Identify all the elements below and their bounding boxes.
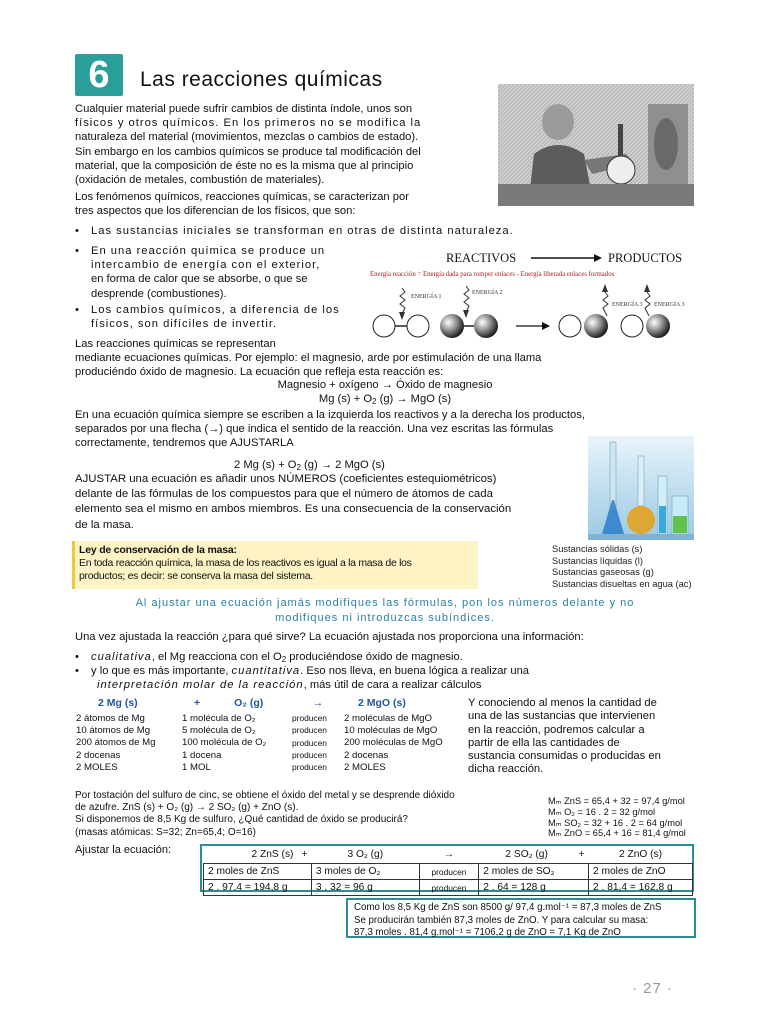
- bullet-energy: • En una reacción química se produce un intercambio de energía con el exterior, en forma de calor que se absorbe, o que se desprende (combustiones).: [75, 244, 365, 301]
- calculation-box: Como los 8,5 Kg de ZnS son 8500 g/ 97,4 g.mol⁻¹ = 87,3 moles de ZnS Se producirán también 87,3 moles de ZnO. Y para calcular su masa: 87,3 moles . 81,4 g.mol⁻¹ = 7106,2 g de ZnO = 7,1 Kg de ZnO: [346, 898, 696, 938]
- table-row: 2 MOLES 1 MOL producen 2 MOLES: [76, 761, 386, 773]
- molar-interpretation-table: 2 Mg (s) + O₂ (g) → 2 MgO (s) 2 átomos de Mg 1 molécula de O₂ producen 2 moléculas de MgO 10 átomos de Mg 5 molécula de O₂ producen 10 moléculas de MgO 200 átomos de Mg 100 molécula de O₂ producen 200 moléculas de MgO 2 docenas 1 docena producen 2 docenas 2 MOLES 1 MOL producen 2 MOLES: [76, 697, 464, 773]
- adjust-definition: AJUSTAR una ecuación es añadir unos NÚMEROS (coeficientes estequiométricos) delante de las fórmulas de los compuestos para que el número de átomos de cada elemento sea el mismo en ambos miembros. Es una consecuencia de la conservación de la masa.: [75, 473, 512, 531]
- molar-head-mg: 2 Mg (s): [98, 697, 138, 709]
- balanced-equation: 2 Mg $(s) + O_2$ (g) → 2 MgO (s): [234, 459, 385, 472]
- table-row: 10 átomos de Mg 5 molécula de O₂ producen 10 moléculas de MgO: [76, 724, 438, 736]
- word-equation: Magnesio + oxígeno → Óxido de magnesio: [277, 379, 493, 391]
- molar-head-o2: O₂ (g): [234, 697, 264, 709]
- adjust-warning: Al ajustar una ecuación jamás modifiques las fórmulas, pon los números delante y no modifiques ni introduzcas subíndices.: [135, 597, 635, 624]
- law-line-1: En toda reacción química, la masa de los reactivos es igual a la masa de los: [79, 557, 412, 569]
- energy-2-label: ENERGÍA 2: [472, 290, 503, 296]
- table-row: 200 átomos de Mg 100 molécula de O₂ producen 200 moléculas de MgO: [76, 737, 443, 749]
- equation-explanation: En una ecuación química siempre se escriben a la izquierda los reactivos y a la derecha los productos, separados por una flecha (→) que indica el sentido de la reacción. Una vez escritas las fórmulas correctamente, tendremos que AJUSTARLA: [75, 409, 585, 450]
- adjust-equation-label: Ajustar la ecuación:: [75, 844, 171, 856]
- usage-question: Una vez ajustada la reacción ¿para qué sirve? La ecuación ajustada nos proporciona una información:: [75, 631, 584, 643]
- usage-bullet-quantitative: • y lo que es más importante, cuantitativa. Eso nos lleva, en buena lógica a realizar una interpretación molar de la reacción, más útil de cara a realizar cálculos: [75, 664, 695, 692]
- lab-glassware-image: [588, 436, 694, 540]
- lavoisier-illustration: [498, 84, 694, 206]
- molar-masses: Mₘ ZnS = 65,4 + 32 = 97,4 g/mol Mₘ O₂ = 16 . 2 = 32 g/mol Mₘ SO₂ = 32 + 16 . 2 = 64 g/mol Mₘ ZnO = 65,4 + 16 = 81,4 g/mol: [548, 796, 686, 839]
- bullet-irreversible: • Los cambios químicos, a diferencia de los físicos, son difíciles de invertir.: [75, 303, 365, 331]
- law-title: Ley de conservación de la masa:: [79, 544, 237, 556]
- equations-text: Las reacciones químicas se representan mediante ecuaciones químicas. Por ejemplo: el magnesio, arde por estimulación de una llama produciéndo óxido de magnesio. La ecuación que refleja esta reacción es:: [75, 338, 542, 379]
- zns-reaction-table: [200, 844, 694, 892]
- diagram-reactivos-label: REACTIVOS: [446, 251, 517, 265]
- bullet-transformation: • Las sustancias iniciales se transforman en otras de distinta naturaleza.: [75, 224, 575, 238]
- energy-3-label: ENERGÍA 3: [612, 302, 643, 308]
- diagram-productos-label: PRODUCTOS: [608, 251, 683, 265]
- page-title: Las reacciones químicas: [140, 68, 383, 91]
- chapter-number-badge: 6: [75, 54, 123, 96]
- state-solid: Sustancias sólidas (s): [552, 544, 643, 554]
- molar-head-arrow: →: [312, 697, 324, 709]
- table-row: 2 ZnS (s) + 3 O₂ (g) → 2 SO₂ (g) + 2 ZnO (s): [251, 849, 663, 860]
- usage-bullet-qualitative: • cualitativa, el Mg reacciona con el $O_2$ produciéndose óxido de magnesio.: [75, 650, 695, 664]
- page-number: · 27 ·: [632, 980, 674, 997]
- states-legend: [552, 544, 694, 592]
- side-note: Y conociendo al menos la cantidad de una de las sustancias que intervienen en la reacción, podremos calcular a partir de ella las cantidades de sustancia consumidas o producidas en dicha reacción.: [468, 697, 661, 776]
- energy-4-label: ENERGÍA 3: [654, 302, 685, 308]
- molar-head-mgo: 2 MgO (s): [358, 697, 406, 709]
- problem-statement: Por tostación del sulfuro de cinc, se obtiene el óxido del metal y se desprende dióxido de azufre. ZnS (s) + O₂ (g) → 2 SO₂ (g) + ZnO (s). Si disponemos de 8,5 Kg de sulfuro, ¿Qué cantidad de óxido se producirá? (masas atómicas: S=32; Zn=65,4; O=16): [75, 790, 455, 838]
- law-line-2: productos; es decir: se conserva la masa del sistema.: [79, 570, 313, 582]
- intro-paragraph-2: Los fenómenos químicos, reacciones químicas, se caracterizan por tres aspectos que los diferencian de los físicos, que son:: [75, 191, 409, 218]
- table-row: 2 docenas 1 docena producen 2 docenas: [76, 749, 389, 761]
- state-gas: Sustancias gaseosas (g): [552, 567, 654, 578]
- intro-paragraph-1: Cualquier material puede sufrir cambios de distinta índole, unos son físicos y otros químicos. En los primeros no se modifica la naturaleza del material (movimientos, mezclas o cambios de estado). Sin embargo en los cambios químicos se produce tal modificación del material, que la composición de éste no es la misma que al principio (oxidación de metales, combustión de materiales).: [75, 103, 422, 187]
- state-aqueous: Sustancias disueltas en agua (ac): [552, 579, 692, 590]
- energy-1-label: ENERGÍA 1: [411, 294, 442, 300]
- table-row: 2 átomos de Mg 1 molécula de O₂ producen 2 moléculas de MgO: [76, 712, 432, 724]
- law-conservation-box: [72, 541, 478, 589]
- diagram-energy-formula: Energía reacción = Energía dada para romper enlaces - Energía liberada enlaces formados: [370, 271, 615, 278]
- table-row: 2 . 97,4 = 194,8 g 3 . 32 = 96 g producen 2 . 64 = 128 g 2 . 81,4 = 162,8 g: [204, 880, 693, 896]
- mg-equation: Mg $(s) + O_2$ (g) → MgO (s): [318, 393, 452, 406]
- energy-diagram: [366, 246, 694, 344]
- state-liquid: Sustancias líquidas (l): [552, 555, 643, 566]
- table-row: 2 moles de ZnS 3 moles de O₂ producen 2 moles de SO₂ 2 moles de ZnO: [204, 864, 693, 880]
